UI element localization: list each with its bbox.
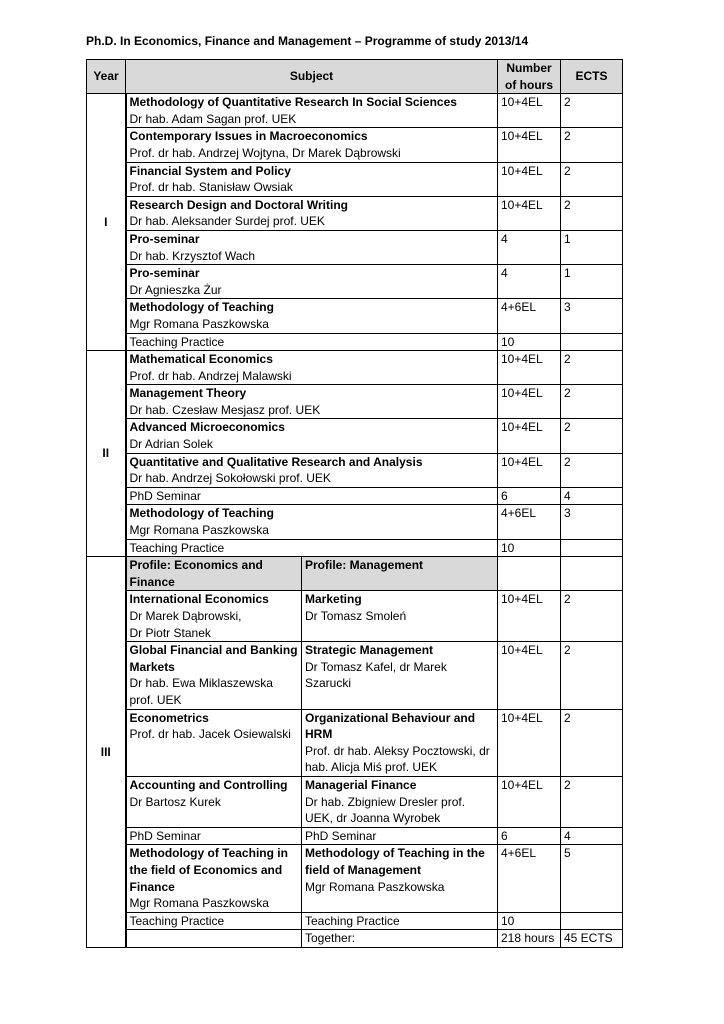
ects-cell: 2 bbox=[561, 642, 623, 709]
course-name: Methodology of Teaching in the field of Management bbox=[305, 846, 485, 877]
header-hours-line1: Number bbox=[506, 61, 552, 75]
profile-management: Profile: Management bbox=[302, 557, 498, 591]
ects-cell: 4 bbox=[561, 827, 623, 845]
table-row bbox=[87, 845, 623, 912]
hours-cell: 6 bbox=[498, 827, 561, 845]
table-row bbox=[87, 776, 623, 827]
course-name: Marketing bbox=[305, 592, 362, 607]
ects-cell bbox=[561, 539, 623, 557]
course-name: Methodology of Teaching bbox=[129, 300, 274, 315]
course-name: Quantitative and Qualitative Research and Analysis bbox=[129, 454, 423, 469]
table-row bbox=[87, 265, 623, 299]
header-hours bbox=[498, 60, 561, 94]
profile-economics bbox=[126, 557, 302, 591]
year-label-3: III bbox=[87, 557, 126, 948]
course-name: Organizational Behaviour and HRM bbox=[305, 710, 476, 742]
header-year: Year bbox=[87, 60, 126, 94]
hours-cell: 10+4EL bbox=[498, 709, 561, 776]
course-teacher: Mgr Romana Paszkowska bbox=[129, 316, 269, 331]
profile-header-row bbox=[87, 557, 623, 591]
table-row bbox=[87, 94, 623, 128]
document-title: Ph.D. In Economics, Finance and Management – Programme of study 2013/14 bbox=[86, 34, 529, 48]
hours-cell: 4 bbox=[498, 230, 561, 264]
econ-course-cell bbox=[126, 642, 302, 709]
practice-label: Teaching Practice bbox=[126, 539, 498, 557]
profile-economics-line2: Finance bbox=[129, 574, 175, 589]
course-teacher: Dr hab. Aleksander Surdej prof. UEK bbox=[129, 214, 325, 229]
econ-course-cell bbox=[126, 845, 302, 912]
course-teacher: Dr hab. Ewa Miklaszewska prof. UEK bbox=[129, 676, 273, 707]
course-name: International Economics bbox=[129, 592, 269, 607]
hours-cell: 10+4EL bbox=[498, 128, 561, 162]
header-hours-line2: of hours bbox=[505, 77, 553, 92]
table-row bbox=[87, 333, 623, 351]
table-row bbox=[87, 505, 623, 539]
hours-cell: 4 bbox=[498, 265, 561, 299]
mgmt-course-cell bbox=[302, 845, 498, 912]
table-row bbox=[87, 351, 623, 385]
ects-cell: 1 bbox=[561, 230, 623, 264]
course-name: Methodology of Quantitative Research In Social Sciences bbox=[129, 95, 457, 110]
table-row bbox=[87, 419, 623, 453]
table-row bbox=[87, 128, 623, 162]
programme-table bbox=[86, 59, 623, 948]
course-teacher: Dr hab. Andrzej Sokołowski prof. UEK bbox=[129, 471, 331, 486]
econ-course-cell bbox=[126, 776, 302, 827]
course-name: Research Design and Doctoral Writing bbox=[129, 197, 348, 212]
seminar-label: PhD Seminar bbox=[302, 827, 498, 845]
ects-cell: 5 bbox=[561, 845, 623, 912]
hours-cell: 10+4EL bbox=[498, 94, 561, 128]
course-name: Financial System and Policy bbox=[129, 163, 291, 178]
mgmt-course-cell bbox=[302, 591, 498, 642]
course-teacher: Dr Agnieszka Żur bbox=[129, 282, 222, 297]
table-row bbox=[87, 591, 623, 642]
course-name: Strategic Management bbox=[305, 643, 434, 658]
course-teacher: Dr Marek Dąbrowski, bbox=[129, 609, 242, 623]
ects-cell: 2 bbox=[561, 453, 623, 487]
ects-cell: 2 bbox=[561, 709, 623, 776]
ects-cell: 2 bbox=[561, 776, 623, 827]
course-cell bbox=[126, 94, 498, 128]
course-name: Pro-seminar bbox=[129, 266, 200, 281]
course-teacher: Dr hab. Krzysztof Wach bbox=[129, 248, 256, 263]
ects-cell: 2 bbox=[561, 591, 623, 642]
course-cell bbox=[126, 453, 498, 487]
table-row bbox=[87, 230, 623, 264]
practice-label: Teaching Practice bbox=[126, 333, 498, 351]
table-row bbox=[87, 299, 623, 333]
table-header-row bbox=[87, 60, 623, 94]
course-cell bbox=[126, 196, 498, 230]
table-row bbox=[87, 385, 623, 419]
ects-cell: 2 bbox=[561, 128, 623, 162]
ects-cell bbox=[561, 557, 623, 591]
table-row bbox=[87, 196, 623, 230]
course-teacher: Dr hab. Czesław Mesjasz prof. UEK bbox=[129, 402, 321, 417]
ects-cell: 3 bbox=[561, 299, 623, 333]
profile-economics-line1: Profile: Economics and bbox=[129, 558, 263, 573]
hours-cell: 10 bbox=[498, 912, 561, 930]
ects-cell: 2 bbox=[561, 385, 623, 419]
total-blank bbox=[126, 930, 302, 948]
table-row bbox=[87, 642, 623, 709]
course-teacher: Prof. dr hab. Stanisław Owsiak bbox=[129, 180, 293, 195]
table-row bbox=[87, 827, 623, 845]
course-teacher: Dr Adrian Solek bbox=[129, 437, 213, 452]
course-name: Mathematical Economics bbox=[129, 352, 273, 367]
ects-cell bbox=[561, 912, 623, 930]
total-hours: 218 hours bbox=[498, 930, 561, 948]
year-label-1: I bbox=[87, 94, 126, 351]
table-row bbox=[87, 453, 623, 487]
course-cell bbox=[126, 128, 498, 162]
practice-label: Teaching Practice bbox=[126, 912, 302, 930]
total-label: Together: bbox=[302, 930, 498, 948]
course-teacher: Dr hab. Adam Sagan prof. UEK bbox=[129, 111, 297, 126]
course-teacher: Prof. dr hab. Aleksy Pocztowski, dr hab. Alicja Miś prof. UEK bbox=[305, 743, 490, 775]
ects-cell bbox=[561, 333, 623, 351]
hours-cell: 10+4EL bbox=[498, 419, 561, 453]
hours-cell: 10+4EL bbox=[498, 453, 561, 487]
hours-cell: 10+4EL bbox=[498, 591, 561, 642]
course-teacher: Dr Tomasz Smoleń bbox=[305, 609, 407, 623]
ects-cell: 4 bbox=[561, 487, 623, 505]
course-cell bbox=[126, 299, 498, 333]
seminar-label: PhD Seminar bbox=[126, 827, 302, 845]
hours-cell: 10 bbox=[498, 333, 561, 351]
hours-cell: 4+6EL bbox=[498, 299, 561, 333]
course-name: Contemporary Issues in Macroeconomics bbox=[129, 129, 368, 144]
table-row bbox=[87, 162, 623, 196]
course-name: Accounting and Controlling bbox=[129, 777, 288, 792]
seminar-label: PhD Seminar bbox=[126, 487, 498, 505]
hours-cell: 10+4EL bbox=[498, 162, 561, 196]
total-ects: 45 ECTS bbox=[561, 930, 623, 948]
course-teacher: Mgr Romana Paszkowska bbox=[129, 896, 269, 911]
header-subject: Subject bbox=[126, 60, 498, 94]
practice-label: Teaching Practice bbox=[302, 912, 498, 930]
hours-cell: 10+4EL bbox=[498, 385, 561, 419]
table-row bbox=[87, 539, 623, 557]
course-cell bbox=[126, 265, 498, 299]
hours-cell: 10+4EL bbox=[498, 776, 561, 827]
ects-cell: 2 bbox=[561, 196, 623, 230]
mgmt-course-cell bbox=[302, 642, 498, 709]
ects-cell: 1 bbox=[561, 265, 623, 299]
hours-cell: 10 bbox=[498, 539, 561, 557]
course-name: Managerial Finance bbox=[305, 777, 417, 792]
course-name: Global Financial and Banking Markets bbox=[129, 643, 298, 674]
course-name: Methodology of Teaching bbox=[129, 506, 274, 521]
ects-cell: 2 bbox=[561, 94, 623, 128]
course-cell bbox=[126, 419, 498, 453]
econ-course-cell bbox=[126, 591, 302, 642]
course-cell bbox=[126, 351, 498, 385]
ects-cell: 2 bbox=[561, 419, 623, 453]
course-name: Advanced Microeconomics bbox=[129, 420, 285, 435]
mgmt-course-cell bbox=[302, 776, 498, 827]
course-name: Methodology of Teaching in the field of Economics and Finance bbox=[129, 846, 288, 894]
hours-cell: 4+6EL bbox=[498, 505, 561, 539]
course-cell bbox=[126, 505, 498, 539]
header-ects: ECTS bbox=[561, 60, 623, 94]
ects-cell: 3 bbox=[561, 505, 623, 539]
hours-cell: 10+4EL bbox=[498, 351, 561, 385]
ects-cell: 2 bbox=[561, 162, 623, 196]
course-teacher: Dr Piotr Stanek bbox=[129, 625, 211, 640]
hours-cell bbox=[498, 557, 561, 591]
hours-cell: 10+4EL bbox=[498, 196, 561, 230]
course-teacher: Prof. dr hab. Andrzej Malawski bbox=[129, 368, 292, 383]
econ-course-cell bbox=[126, 709, 302, 776]
course-name: Management Theory bbox=[129, 386, 247, 401]
course-teacher: Prof. dr hab. Jacek Osiewalski bbox=[129, 727, 291, 742]
course-name: Econometrics bbox=[129, 710, 209, 725]
course-cell bbox=[126, 385, 498, 419]
course-name: Pro-seminar bbox=[129, 231, 200, 246]
hours-cell: 4+6EL bbox=[498, 845, 561, 912]
table-row bbox=[87, 912, 623, 930]
table-row bbox=[87, 487, 623, 505]
course-teacher: Dr hab. Zbigniew Dresler prof. UEK, dr Joanna Wyrobek bbox=[305, 794, 466, 826]
course-teacher: Prof. dr hab. Andrzej Wojtyna, Dr Marek Dąbrowski bbox=[129, 145, 401, 160]
ects-cell: 2 bbox=[561, 351, 623, 385]
course-teacher: Dr Tomasz Kafel, dr Marek Szarucki bbox=[305, 659, 447, 691]
table-row bbox=[87, 709, 623, 776]
hours-cell: 6 bbox=[498, 487, 561, 505]
mgmt-course-cell bbox=[302, 709, 498, 776]
total-row bbox=[87, 930, 623, 948]
course-teacher: Mgr Romana Paszkowska bbox=[129, 523, 269, 538]
course-cell bbox=[126, 162, 498, 196]
year-label-2: II bbox=[87, 351, 126, 557]
course-teacher: Mgr Romana Paszkowska bbox=[305, 879, 445, 894]
course-teacher: Dr Bartosz Kurek bbox=[129, 794, 221, 809]
hours-cell: 10+4EL bbox=[498, 642, 561, 709]
course-cell bbox=[126, 230, 498, 264]
